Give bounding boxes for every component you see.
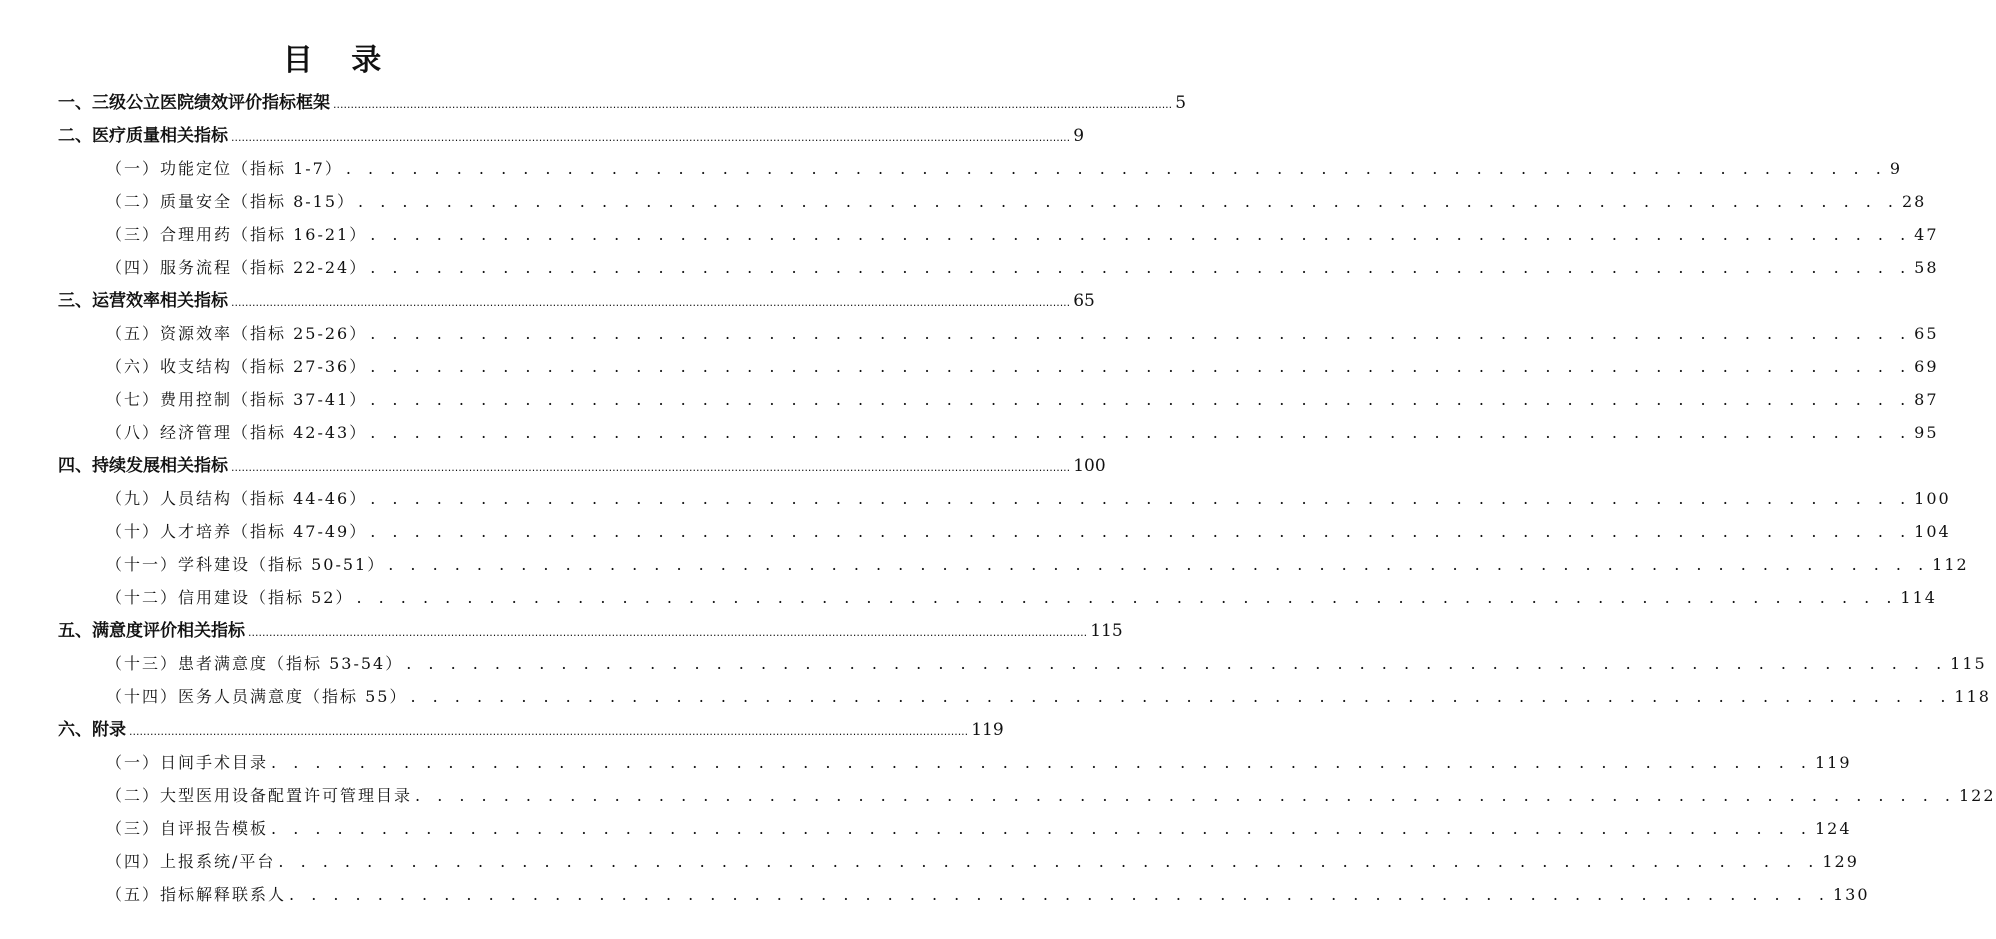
toc-entry[interactable] <box>106 154 1902 180</box>
toc-entry-label: （四）上报系统/平台 <box>106 852 276 871</box>
toc-entry[interactable] <box>106 253 1939 279</box>
toc-entry-label: （一）日间手术目录 <box>106 753 269 772</box>
toc-entry-label: （十三）患者满意度（指标 53-54） <box>106 654 404 673</box>
toc-entry-label: （五）指标解释联系人 <box>106 885 287 904</box>
toc-leader-dots: . . . . . . . . . . . . . . . . . . . . . . . . . . . . . . . . . . . . . . . . . . . . . . . . . . . . . . . . . . . . . . . . . . . . . . <box>358 192 1899 211</box>
toc-leader-dots: . . . . . . . . . . . . . . . . . . . . . . . . . . . . . . . . . . . . . . . . . . . . . . . . . . . . . . . . . . . . . . . . . . . . . . <box>356 588 1898 607</box>
toc-entry-label: （八）经济管理（指标 42-43） <box>106 423 368 442</box>
toc-entry-label: （三）合理用药（指标 16-21） <box>106 225 368 244</box>
toc-entry-page: 100 <box>1073 456 1106 476</box>
toc-entry[interactable] <box>106 418 1939 444</box>
toc-entry-page: 65 <box>1073 291 1095 311</box>
toc-entry[interactable] <box>106 847 1859 873</box>
toc-entry[interactable] <box>106 220 1939 246</box>
toc-leader-dots: . . . . . . . . . . . . . . . . . . . . . . . . . . . . . . . . . . . . . . . . . . . . . . . . . . . . . . . . . . . . . . . . . . . . . . <box>271 753 1812 772</box>
toc-entry-page: 9 <box>1889 159 1902 178</box>
toc-entry[interactable] <box>106 748 1852 774</box>
toc-leader-dots: . . . . . . . . . . . . . . . . . . . . . . . . . . . . . . . . . . . . . . . . . . . . . . . . . . . . . . . . . . . . . . . . . . . . . . <box>370 225 1912 244</box>
toc-leader-dots: . . . . . . . . . . . . . . . . . . . . . . . . . . . . . . . . . . . . . . . . . . . . . . . . . . . . . . . . . . . . . . . . . . . . . . <box>406 654 1948 673</box>
toc-entry[interactable] <box>106 880 1870 906</box>
toc-leader-dots: . . . . . . . . . . . . . . . . . . . . . . . . . . . . . . . . . . . . . . . . . . . . . . . . . . . . . . . . . . . . . . . . . . . . . . <box>345 159 1887 178</box>
toc-leader-dots: . . . . . . . . . . . . . . . . . . . . . . . . . . . . . . . . . . . . . . . . . . . . . . . . . . . . . . . . . . . . . . . . . . . . . . <box>271 819 1812 838</box>
toc-entry-label: （十）人才培养（指标 47-49） <box>106 522 368 541</box>
toc-entry-page: 115 <box>1950 654 1987 673</box>
toc-entry-label: 三、运营效率相关指标 <box>58 291 228 311</box>
toc-entry-page: 28 <box>1902 192 1927 211</box>
toc-entry-label: 六、附录 <box>58 720 126 740</box>
toc-leader-dots: . . . . . . . . . . . . . . . . . . . . . . . . . . . . . . . . . . . . . . . . . . . . . . . . . . . . . . . . . . . . . . . . . . . . . . <box>370 522 1912 541</box>
toc-entry-label: （六）收支结构（指标 27-36） <box>106 357 368 376</box>
toc-leader-dots: ................................................................................................................................................................................................................................................ <box>231 296 1071 309</box>
toc-entry-label: （十二）信用建设（指标 52） <box>106 588 354 607</box>
toc-entry[interactable] <box>58 88 1187 114</box>
toc-entry-label: （三）自评报告模板 <box>106 819 269 838</box>
toc-entry[interactable] <box>58 616 1123 642</box>
toc-leader-dots: . . . . . . . . . . . . . . . . . . . . . . . . . . . . . . . . . . . . . . . . . . . . . . . . . . . . . . . . . . . . . . . . . . . . . . <box>289 885 1830 904</box>
toc-leader-dots: ................................................................................................................................................................................................................................................ <box>231 131 1071 144</box>
toc-entry-label: （九）人员结构（指标 44-46） <box>106 489 368 508</box>
toc-leader-dots: . . . . . . . . . . . . . . . . . . . . . . . . . . . . . . . . . . . . . . . . . . . . . . . . . . . . . . . . . . . . . . . . . . . . . . <box>370 324 1912 343</box>
toc-entry-label: （二）大型医用设备配置许可管理目录 <box>106 786 413 805</box>
toc-leader-dots: . . . . . . . . . . . . . . . . . . . . . . . . . . . . . . . . . . . . . . . . . . . . . . . . . . . . . . . . . . . . . . . . . . . . . . <box>388 555 1930 574</box>
toc-entry-page: 112 <box>1932 555 1969 574</box>
toc-entry-label: （四）服务流程（指标 22-24） <box>106 258 368 277</box>
toc-leader-dots: . . . . . . . . . . . . . . . . . . . . . . . . . . . . . . . . . . . . . . . . . . . . . . . . . . . . . . . . . . . . . . . . . . . . . . <box>370 489 1912 508</box>
toc-entry[interactable] <box>106 550 1969 576</box>
toc-entry-label: （七）费用控制（指标 37-41） <box>106 390 368 409</box>
toc-leader-dots: . . . . . . . . . . . . . . . . . . . . . . . . . . . . . . . . . . . . . . . . . . . . . . . . . . . . . . . . . . . . . . . . . . . . . . <box>370 258 1912 277</box>
toc-leader-dots: . . . . . . . . . . . . . . . . . . . . . . . . . . . . . . . . . . . . . . . . . . . . . . . . . . . . . . . . . . . . . . . . . . . . . . <box>370 423 1912 442</box>
toc-entry-page: 115 <box>1090 621 1123 641</box>
toc-entry[interactable] <box>58 286 1095 312</box>
toc-leader-dots: ................................................................................................................................................................................................................................................ <box>231 461 1071 474</box>
toc-entry-label: （十四）医务人员满意度（指标 55） <box>106 687 408 706</box>
toc-entry[interactable] <box>106 352 1939 378</box>
toc-entry[interactable] <box>106 484 1951 510</box>
toc-entry[interactable] <box>106 781 1996 807</box>
toc-entry-page: 114 <box>1900 588 1937 607</box>
toc-leader-dots: . . . . . . . . . . . . . . . . . . . . . . . . . . . . . . . . . . . . . . . . . . . . . . . . . . . . . . . . . . . . . . . . . . . . . . <box>415 786 1956 805</box>
toc-entry-page: 5 <box>1175 93 1187 113</box>
toc-entry-page: 124 <box>1814 819 1852 838</box>
toc-entry-page: 47 <box>1914 225 1939 244</box>
toc-entry-label: （五）资源效率（指标 25-26） <box>106 324 368 343</box>
page-title: 目 录 <box>282 43 396 78</box>
toc-entry[interactable] <box>106 682 1991 708</box>
toc-entry-label: （十一）学科建设（指标 50-51） <box>106 555 386 574</box>
toc-leader-dots: ................................................................................................................................................................................................................................................ <box>248 626 1088 639</box>
toc-leader-dots: . . . . . . . . . . . . . . . . . . . . . . . . . . . . . . . . . . . . . . . . . . . . . . . . . . . . . . . . . . . . . . . . . . . . . . <box>278 852 1820 871</box>
toc-entry[interactable] <box>106 517 1951 543</box>
toc-entry-page: 129 <box>1822 852 1859 871</box>
toc-entry[interactable] <box>58 451 1106 477</box>
toc-leader-dots: ................................................................................................................................................................................................................................................ <box>333 98 1173 111</box>
toc-entry-label: 二、医疗质量相关指标 <box>58 126 228 146</box>
toc-entry-page: 95 <box>1914 423 1939 442</box>
toc-entry-page: 9 <box>1073 126 1085 146</box>
toc-leader-dots: . . . . . . . . . . . . . . . . . . . . . . . . . . . . . . . . . . . . . . . . . . . . . . . . . . . . . . . . . . . . . . . . . . . . . . <box>410 687 1952 706</box>
toc-entry-page: 100 <box>1914 489 1951 508</box>
toc-entry[interactable] <box>106 187 1927 213</box>
toc-entry-page: 58 <box>1914 258 1939 277</box>
toc-entry-label: （一）功能定位（指标 1-7） <box>106 159 343 178</box>
toc-entry-page: 119 <box>971 720 1004 740</box>
toc-entry-page: 130 <box>1832 885 1870 904</box>
toc-entry[interactable] <box>106 583 1937 609</box>
toc-entry[interactable] <box>106 319 1939 345</box>
toc-entry-label: 一、三级公立医院绩效评价指标框架 <box>58 93 330 113</box>
toc-leader-dots: ................................................................................................................................................................................................................................................ <box>129 725 969 738</box>
toc-entry[interactable] <box>106 385 1939 411</box>
toc-entry[interactable] <box>106 649 1987 675</box>
toc-entry-page: 118 <box>1954 687 1991 706</box>
toc-entry-page: 65 <box>1914 324 1939 343</box>
toc-entry[interactable] <box>58 715 1004 741</box>
toc-entry-label: 四、持续发展相关指标 <box>58 456 228 476</box>
toc-entry-label: （二）质量安全（指标 8-15） <box>106 192 356 211</box>
toc-entry[interactable] <box>58 121 1085 147</box>
toc-entry-label: 五、满意度评价相关指标 <box>58 621 245 641</box>
toc-entry-page: 69 <box>1914 357 1939 376</box>
toc-entry[interactable] <box>106 814 1852 840</box>
toc-entry-page: 87 <box>1914 390 1939 409</box>
toc-entry-page: 122 <box>1958 786 1996 805</box>
toc-leader-dots: . . . . . . . . . . . . . . . . . . . . . . . . . . . . . . . . . . . . . . . . . . . . . . . . . . . . . . . . . . . . . . . . . . . . . . <box>370 390 1912 409</box>
toc-entry-page: 104 <box>1914 522 1951 541</box>
toc-leader-dots: . . . . . . . . . . . . . . . . . . . . . . . . . . . . . . . . . . . . . . . . . . . . . . . . . . . . . . . . . . . . . . . . . . . . . . <box>370 357 1912 376</box>
toc-entry-page: 119 <box>1814 753 1852 772</box>
